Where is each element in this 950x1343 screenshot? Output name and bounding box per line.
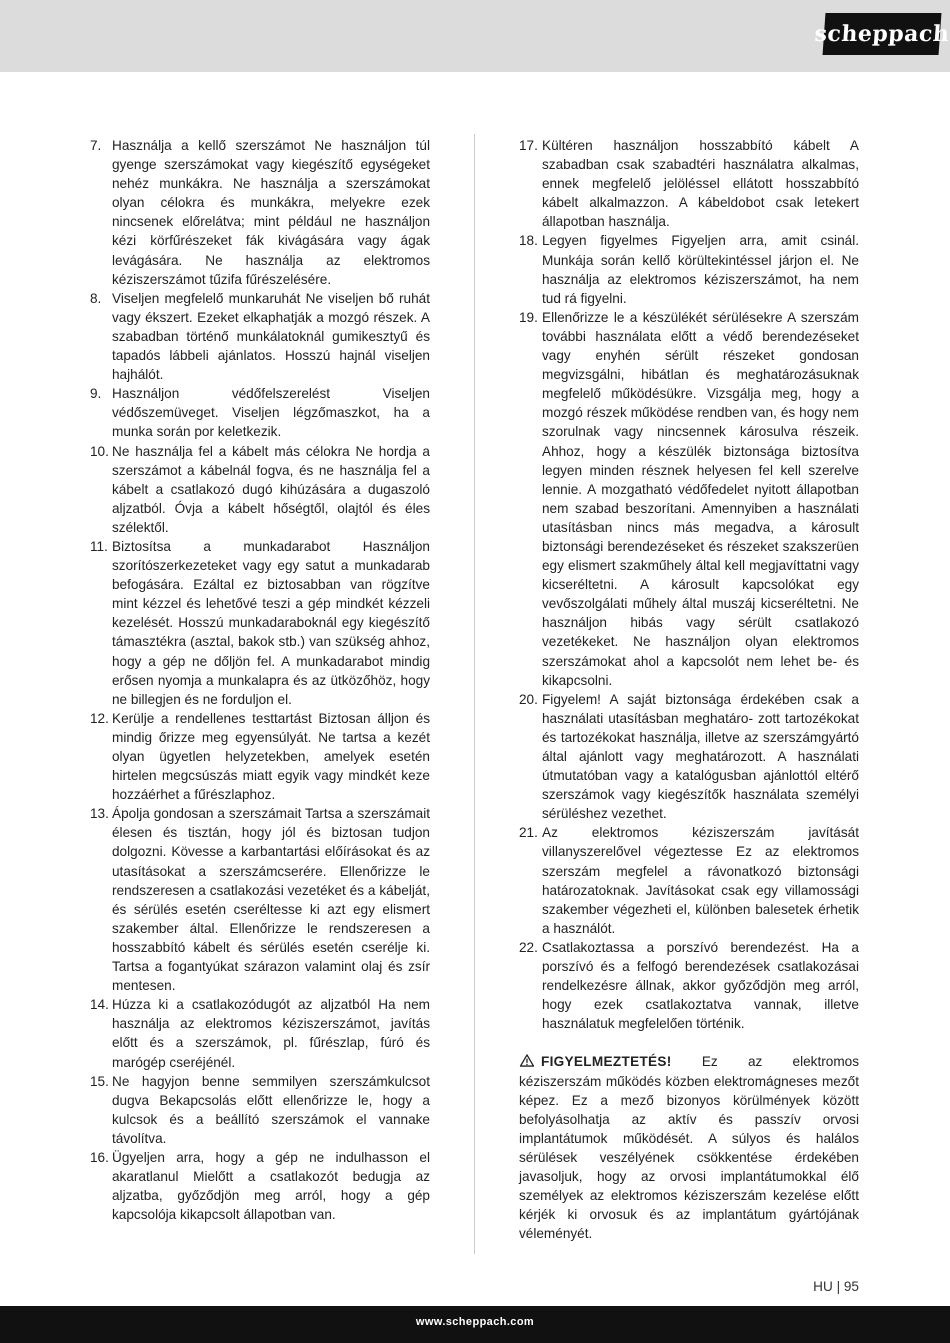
list-item bbox=[519, 690, 859, 824]
item-number: 17. bbox=[519, 138, 538, 153]
item-text: Az elektromos kéziszerszám javítását villanyszerelővel végeztesse Ez az elektromos szerszám megfelel a rávonatkozó biztonsági határozatoknak. Javításokat csak egy villamossági szakember végezheti el, különben balesetek érhetik a használót. bbox=[542, 825, 859, 936]
warning-text: Ez az elektromos kéziszerszám működés közben elektromágneses mezőt képez. Ez a mező bizonyos körülmények között befolyásolhatja az aktív és passzív orvosi implantátumok működését. A súlyos és halálos sérülések veszélyének csökkentése érdekében javasoljuk, hogy az orvosi implantátumokkal élő személyek az elektromos kéziszerszám kezelése előtt kérjék ki orvosuk és az implantátum gyártójának véleményét. bbox=[519, 1054, 860, 1242]
item-text: Ellenőrizze le a készülékét sérülésekre A szerszám további használata előtt a védő berendezéseket vagy enyhén sérült részeket gondosan megvizsgálni, hibátlan és meghatározásuknak megfelelő működésükre. Vizsgálja meg, hogy a mozgó részek működése rendben van, és hogy nem szorulnak vagy nincsennek károsulva részeik. Ahhoz, hogy a készülék biztonsága biztosítva legyen minden résznek helyesen fel kell szerelve lennie. A mozgatható védőfedelet nyitott állapotban nem szabad beszorítani. Amennyiben a használati utasításban nincs más megadva, a károsult biztonsági berendezéseket és részeket szakszerüen egy elismert szakműhely által kell megjavíttatni vagy kicseréltetni. A károsult kapcsolókat egy vevőszolgálati műhely által muszáj kicseréltetni. Ne használjon hibás vagy sérült csatlakozó vezetékeket. Ne használjon olyan elektromos szerszámokat ahol a kapcsolót nem lehet be- és kikapcsolni. bbox=[542, 309, 859, 688]
item-number: 20. bbox=[519, 691, 538, 707]
warning-label: FIGYELMEZTETÉS! bbox=[541, 1054, 672, 1070]
list-item bbox=[90, 289, 430, 384]
item-text: Ne használja fel a kábelt más célokra Ne hordja a szerszámot a kábelnál fogva, és ne használja fel a kábelt a csatlakozó dugó kihúzására a dugaszoló aljzatból. Óvja a kábelt hőségtől, olajtól és éles szélektől. bbox=[112, 443, 430, 535]
item-number: 22. bbox=[519, 939, 538, 955]
footer-url-link[interactable]: www.scheppach.com bbox=[415, 1316, 535, 1328]
item-text: Használja a kellő szerszámot Ne használjon túl gyenge szerszámokat vagy kiegészítő egységeket nehéz munkákra. Ne használja a szerszámokat olyan célokra és munkákra, melyekre ezek nincsenek előrelátva; mint például ne használjon kézi körfűrészeket fák kivágására vagy ágak levágására. Ne használja az elektromos kéziszerszámot tűzifa fűrészelésére. bbox=[112, 138, 430, 287]
item-number: 19. bbox=[519, 309, 538, 325]
item-number: 21. bbox=[519, 825, 538, 841]
item-text: Viseljen megfelelő munkaruhát Ne viseljen bő ruhát vagy ékszert. Ezeket elkaphatják a mozgó részek. A szabadban történő munkálatoknál gumikesztyű és tapadós lábbeli ajánlatos. Hosszú hajnál viseljen hajhálót. bbox=[112, 290, 430, 383]
list-item bbox=[90, 995, 430, 1071]
right-column bbox=[519, 136, 859, 1243]
item-number: 9. bbox=[90, 386, 102, 402]
item-text: Ápolja gondosan a szerszámait Tartsa a szerszámait élesen és tisztán, hogy jól és biztosan tudjon dolgozni. Kövesse a karbantartási előírásokat és az utasításokat a szerszámcserére. Ellenőrizze le rendszeresen a csatlakozási vezetéket és a kábelját, és sérülés esetén cseréltesse ki azt egy elismert szakember által. Ellenőrizze le rendszeresen a hosszabbító kábelt és sérülés esetén cserélje ki. Tartsa a fogantyúkat szárazon valamint olaj és zsír mentesen. bbox=[112, 806, 430, 994]
item-number: 10. bbox=[90, 443, 109, 459]
item-text: Kültéren használjon hosszabbító kábelt A szabadban csak szabadtéri használatra alkalmas, ennek megfelelő jelöléssel ellátott hosszabbító kábelt alkalmazzon. A kábeldobot csak letekert állapotban használja. bbox=[542, 138, 859, 230]
brand-logo: scheppach bbox=[823, 13, 942, 55]
item-number: 16. bbox=[90, 1149, 109, 1165]
warning-paragraph bbox=[519, 1052, 859, 1243]
item-text: Legyen figyelmes Figyeljen arra, amit csinál. Munkája során kellő körültekintéssel járjon el. Ne használja az elektromos kéziszerszámot, ha nem tud rá figyelni. bbox=[542, 233, 859, 306]
list-item bbox=[519, 136, 859, 231]
header-band bbox=[0, 0, 950, 72]
list-item bbox=[90, 804, 430, 995]
list-item bbox=[90, 1148, 430, 1224]
item-text: Figyelem! A saját biztonsága érdekében csak a használati utasításban meghatáro- zott tartozékokat és tartozékokat használja, illetve az szerszámgyártó által ajánlott vagy meghatározott. A használati útmutatóban vagy a katalógusban ajánlottól eltérő szerszámok vagy kiegészítők használata személyi sérüléshez vezethet. bbox=[542, 691, 859, 822]
list-item bbox=[90, 442, 430, 537]
list-item bbox=[519, 823, 859, 938]
item-text: Ne hagyjon benne semmilyen szerszámkulcsot dugva Bekapcsolás előtt ellenőrizze le, hogy a kulcsok és a beállító szerszámok el vannake távolítva. bbox=[112, 1073, 430, 1146]
column-divider bbox=[474, 134, 475, 1254]
page-number: HU | 95 bbox=[813, 1279, 859, 1294]
item-number: 7. bbox=[90, 138, 102, 153]
item-number: 13. bbox=[90, 806, 109, 822]
list-item bbox=[519, 308, 859, 690]
item-text: Kerülje a rendellenes testtartást Biztosan álljon és mindig őrizze meg egyensúlyát. Ne tartsa a kezét olyan ügyetlen helyzetekben, amelyek esetén hirtelen megcsúszás miatt egyik vagy mindkét keze hozzáérhet a fűrészlaphoz. bbox=[112, 710, 430, 803]
item-number: 14. bbox=[90, 997, 109, 1013]
list-item bbox=[519, 938, 859, 1033]
item-text: Biztosítsa a munkadarabot Használjon szorítószerkezeteket vagy egy satut a munkadarab befogására. Ezáltal ez biztosabban van rögzítve mint kézzel és lehetővé teszi a gép mindkét kézzeli kezelését. Hosszú munkadaraboknál egy kiegészítő támasztékra (asztal, bakok stb.) van szükség ahhoz, hogy a gép ne dőljön fel. A munkadarabot mindig erősen nyomja a munkalapra és az ütközőhöz, hogy ne billegjen és ne forduljon el. bbox=[112, 538, 430, 707]
list-item bbox=[90, 537, 430, 709]
item-number: 18. bbox=[519, 233, 538, 249]
list-item bbox=[90, 384, 430, 441]
list-item bbox=[519, 231, 859, 307]
left-column bbox=[90, 136, 430, 1224]
list-item bbox=[90, 136, 430, 289]
item-number: 15. bbox=[90, 1073, 109, 1089]
item-text: Ügyeljen arra, hogy a gép ne indulhasson el akaratlanul Mielőtt a csatlakozót bedugja az aljzatba, győződjön meg arról, hogy a gép kapcsolója kikapcsolt állapotban van. bbox=[112, 1149, 430, 1223]
warning-triangle-icon bbox=[519, 1054, 535, 1067]
item-text: Csatlakoztassa a porszívó berendezést. Ha a porszívó és a felfogó berendezések csatlakozásai rendelkezésre állnak, akkor győződjön meg arról, hogy ezek csatlakoztatva vannak, illetve használatuk megfelelően történik. bbox=[542, 939, 859, 1032]
item-text: Használjon védőfelszerelést Viseljen védőszemüveget. Viseljen légzőmaszkot, ha a munka során por keletkezik. bbox=[112, 386, 430, 440]
item-number: 8. bbox=[90, 290, 102, 306]
item-number: 12. bbox=[90, 710, 109, 726]
list-item bbox=[90, 709, 430, 804]
item-number: 11. bbox=[90, 538, 108, 554]
list-item bbox=[90, 1072, 430, 1148]
item-text: Húzza ki a csatlakozódugót az aljzatból Ha nem használja az elektromos kéziszerszámot, javítás előtt és a szerszámok, pl. fűrészlap, fúró és marógép cseréjénél. bbox=[112, 997, 430, 1070]
